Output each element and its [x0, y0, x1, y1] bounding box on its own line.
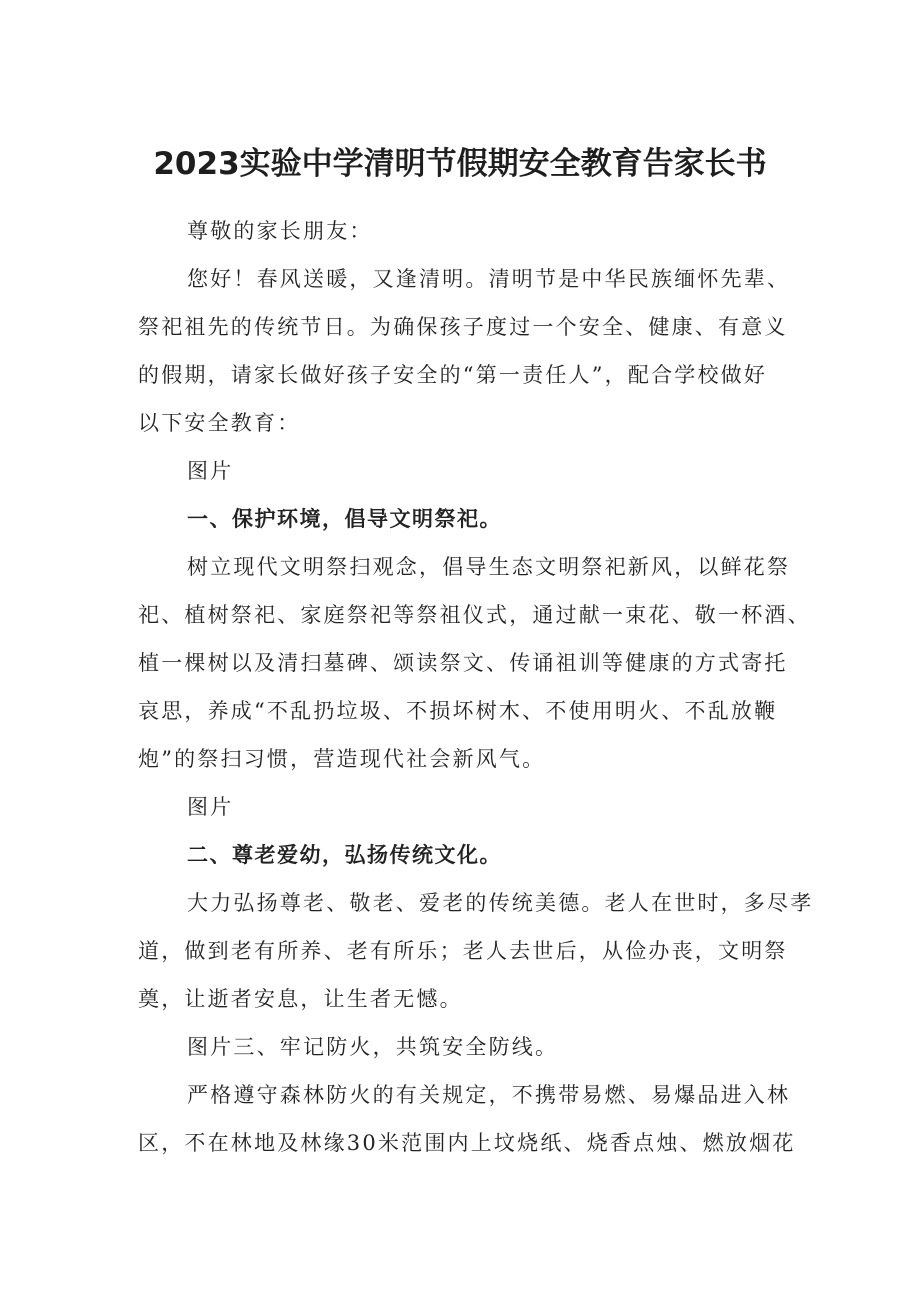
paragraph-line: 大力弘扬尊老、敬老、爱老的传统美德。老人在世时，多尽孝 — [187, 891, 814, 915]
section-heading: 一、保护环境，倡导文明祭祀。 — [187, 507, 502, 531]
paragraph-line: 严格遵守森林防火的有关规定，不携带易燃、易爆品进入林 — [187, 1083, 791, 1107]
image-placeholder-label: 图片 — [187, 795, 234, 819]
paragraph-line: 植一棵树以及清扫墓碑、颂读祭文、传诵祖训等健康的方式寄托 — [138, 651, 788, 675]
paragraph-line: 炮”的祭扫习惯，营造现代社会新风气。 — [138, 747, 546, 771]
paragraph-line: 区，不在林地及林缘30米范围内上坟烧纸、烧香点烛、燃放烟花 — [138, 1131, 796, 1155]
paragraph-line: 祀、植树祭祀、家庭祭祀等祭祖仪式，通过献一束花、敬一杯酒、 — [138, 603, 811, 627]
paragraph-line: 道，做到老有所养、老有所乐；老人去世后，从俭办丧，文明祭 — [138, 939, 788, 963]
document-title: 2023实验中学清明节假期安全教育告家长书 — [153, 146, 767, 182]
paragraph-line: 以下安全教育： — [138, 411, 301, 435]
salutation: 尊敬的家长朋友： — [187, 219, 373, 243]
paragraph-line: 奠，让逝者安息，让生者无憾。 — [138, 987, 463, 1011]
paragraph-line: 哀思，养成“不乱扔垃圾、不损坏树木、不使用明火、不乱放鞭 — [138, 699, 778, 723]
paragraph-line: 祭祀祖先的传统节日。为确保孩子度过一个安全、健康、有意义 — [138, 315, 788, 339]
section-heading: 二、尊老爱幼，弘扬传统文化。 — [187, 843, 502, 867]
paragraph-line: 您好！春风送暖，又逢清明。清明节是中华民族缅怀先辈、 — [187, 267, 791, 291]
paragraph-line: 的假期，请家长做好孩子安全的“第一责任人”，配合学校做好 — [138, 363, 768, 387]
image-placeholder-label: 图片 — [187, 459, 234, 483]
section-heading-with-image-label: 图片三、牢记防火，共筑安全防线。 — [187, 1035, 559, 1059]
paragraph-line: 树立现代文明祭扫观念，倡导生态文明祭祀新风，以鲜花祭 — [187, 555, 791, 579]
